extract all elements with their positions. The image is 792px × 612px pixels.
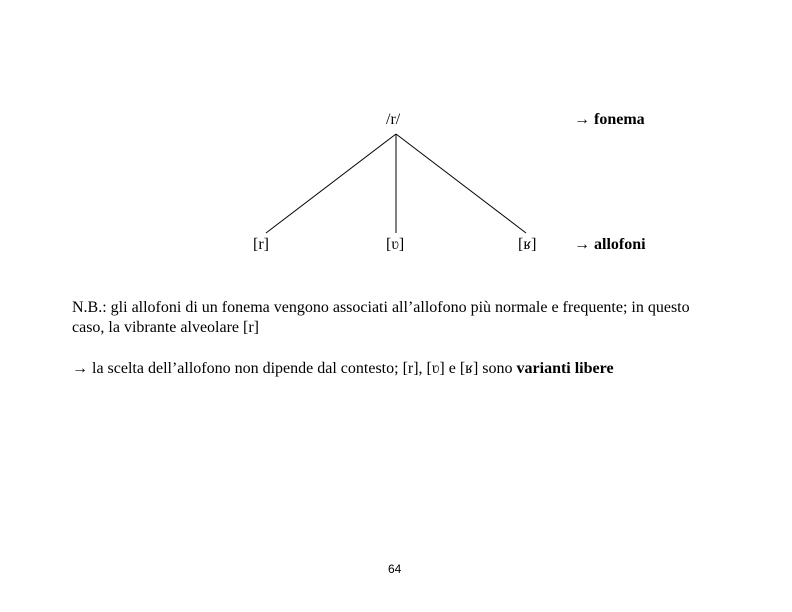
allophones-label xyxy=(574,236,646,254)
conclusion-emphasis: varianti libere xyxy=(516,360,614,377)
allophone-left: [r] xyxy=(253,236,269,253)
phoneme-root: /r/ xyxy=(386,111,401,128)
arrow-icon: → xyxy=(574,111,590,128)
allophones-label-text: allofoni xyxy=(594,236,646,253)
allophone-right: [ʁ] xyxy=(518,236,537,253)
branch-left xyxy=(266,134,396,233)
branch-right xyxy=(396,134,526,233)
page-number: 64 xyxy=(388,562,402,576)
conclusion-text: → la scelta dell’allofono non dipende dal contesto; [r], [ʋ] e [ʁ] sono xyxy=(72,360,517,377)
arrow-icon: → xyxy=(574,236,590,253)
allophone-middle: [ʋ] xyxy=(386,236,405,253)
conclusion-paragraph xyxy=(72,360,614,378)
phoneme-label-text: fonema xyxy=(594,111,645,128)
nota-bene-paragraph: N.B.: gli allofoni di un fonema vengono associati all’allofono più normale e frequente; in questo caso, la vibrante alveolare [r] xyxy=(72,299,690,336)
phoneme-label xyxy=(574,111,645,129)
